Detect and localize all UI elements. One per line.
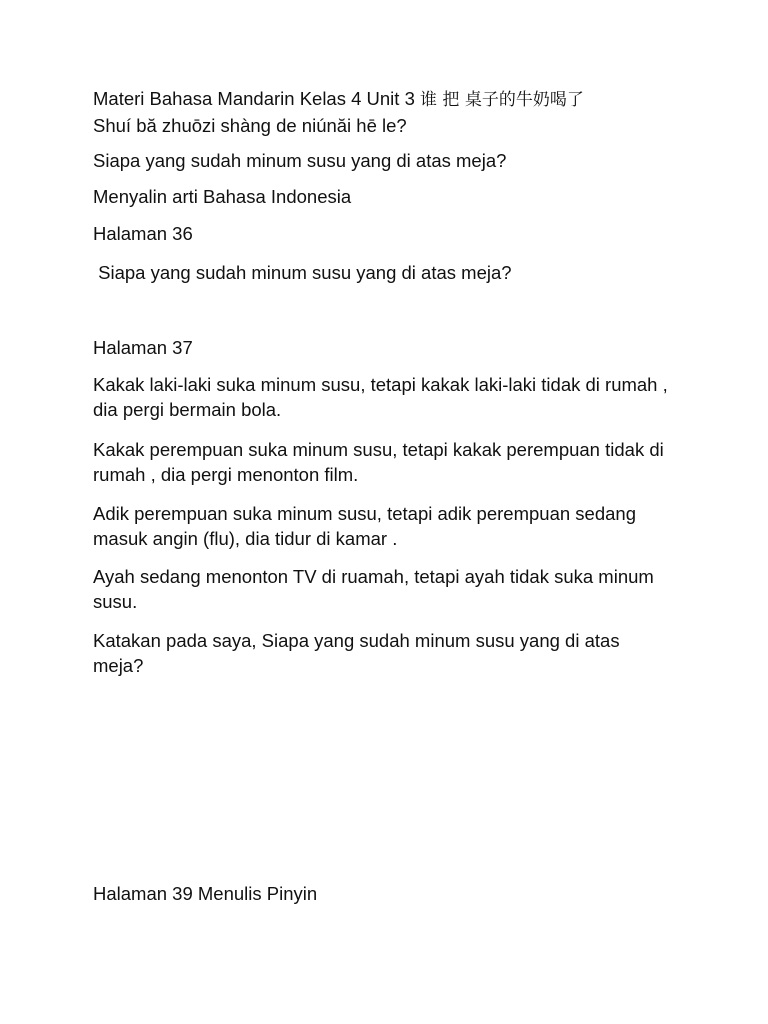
title-chinese: 谁 把 桌子的牛奶喝了 xyxy=(420,90,584,110)
pinyin-text: Shuí bă zhuōzi shàng de niúnăi hē le? xyxy=(93,115,407,136)
title-text: Materi Bahasa Mandarin Kelas 4 Unit 3 xyxy=(93,88,415,109)
page36-text: Siapa yang sudah minum susu yang di atas meja? xyxy=(93,262,512,283)
page39-heading: Halaman 39 Menulis Pinyin xyxy=(93,883,318,904)
instruction-text: Menyalin arti Bahasa Indonesia xyxy=(93,186,352,207)
page37-paragraph: Kakak laki-laki suka minum susu, tetapi kakak laki-laki tidak di rumah , dia pergi bermain bola. xyxy=(93,374,668,420)
title-paragraph xyxy=(93,86,693,138)
page37-paragraph: Katakan pada saya, Siapa yang sudah minum susu yang di atas meja? xyxy=(93,630,620,676)
page37-paragraph: Kakak perempuan suka minum susu, tetapi kakak perempuan tidak di rumah , dia pergi menonton film. xyxy=(93,439,664,485)
page37-paragraph: Ayah sedang menonton TV di ruamah, tetapi ayah tidak suka minum susu. xyxy=(93,566,654,612)
page37-heading: Halaman 37 xyxy=(93,337,193,358)
page37-paragraph: Adik perempuan suka minum susu, tetapi adik perempuan sedang masuk angin (flu), dia tidur di kamar . xyxy=(93,503,636,549)
question-text: Siapa yang sudah minum susu yang di atas meja? xyxy=(93,150,507,171)
page36-heading: Halaman 36 xyxy=(93,223,193,244)
